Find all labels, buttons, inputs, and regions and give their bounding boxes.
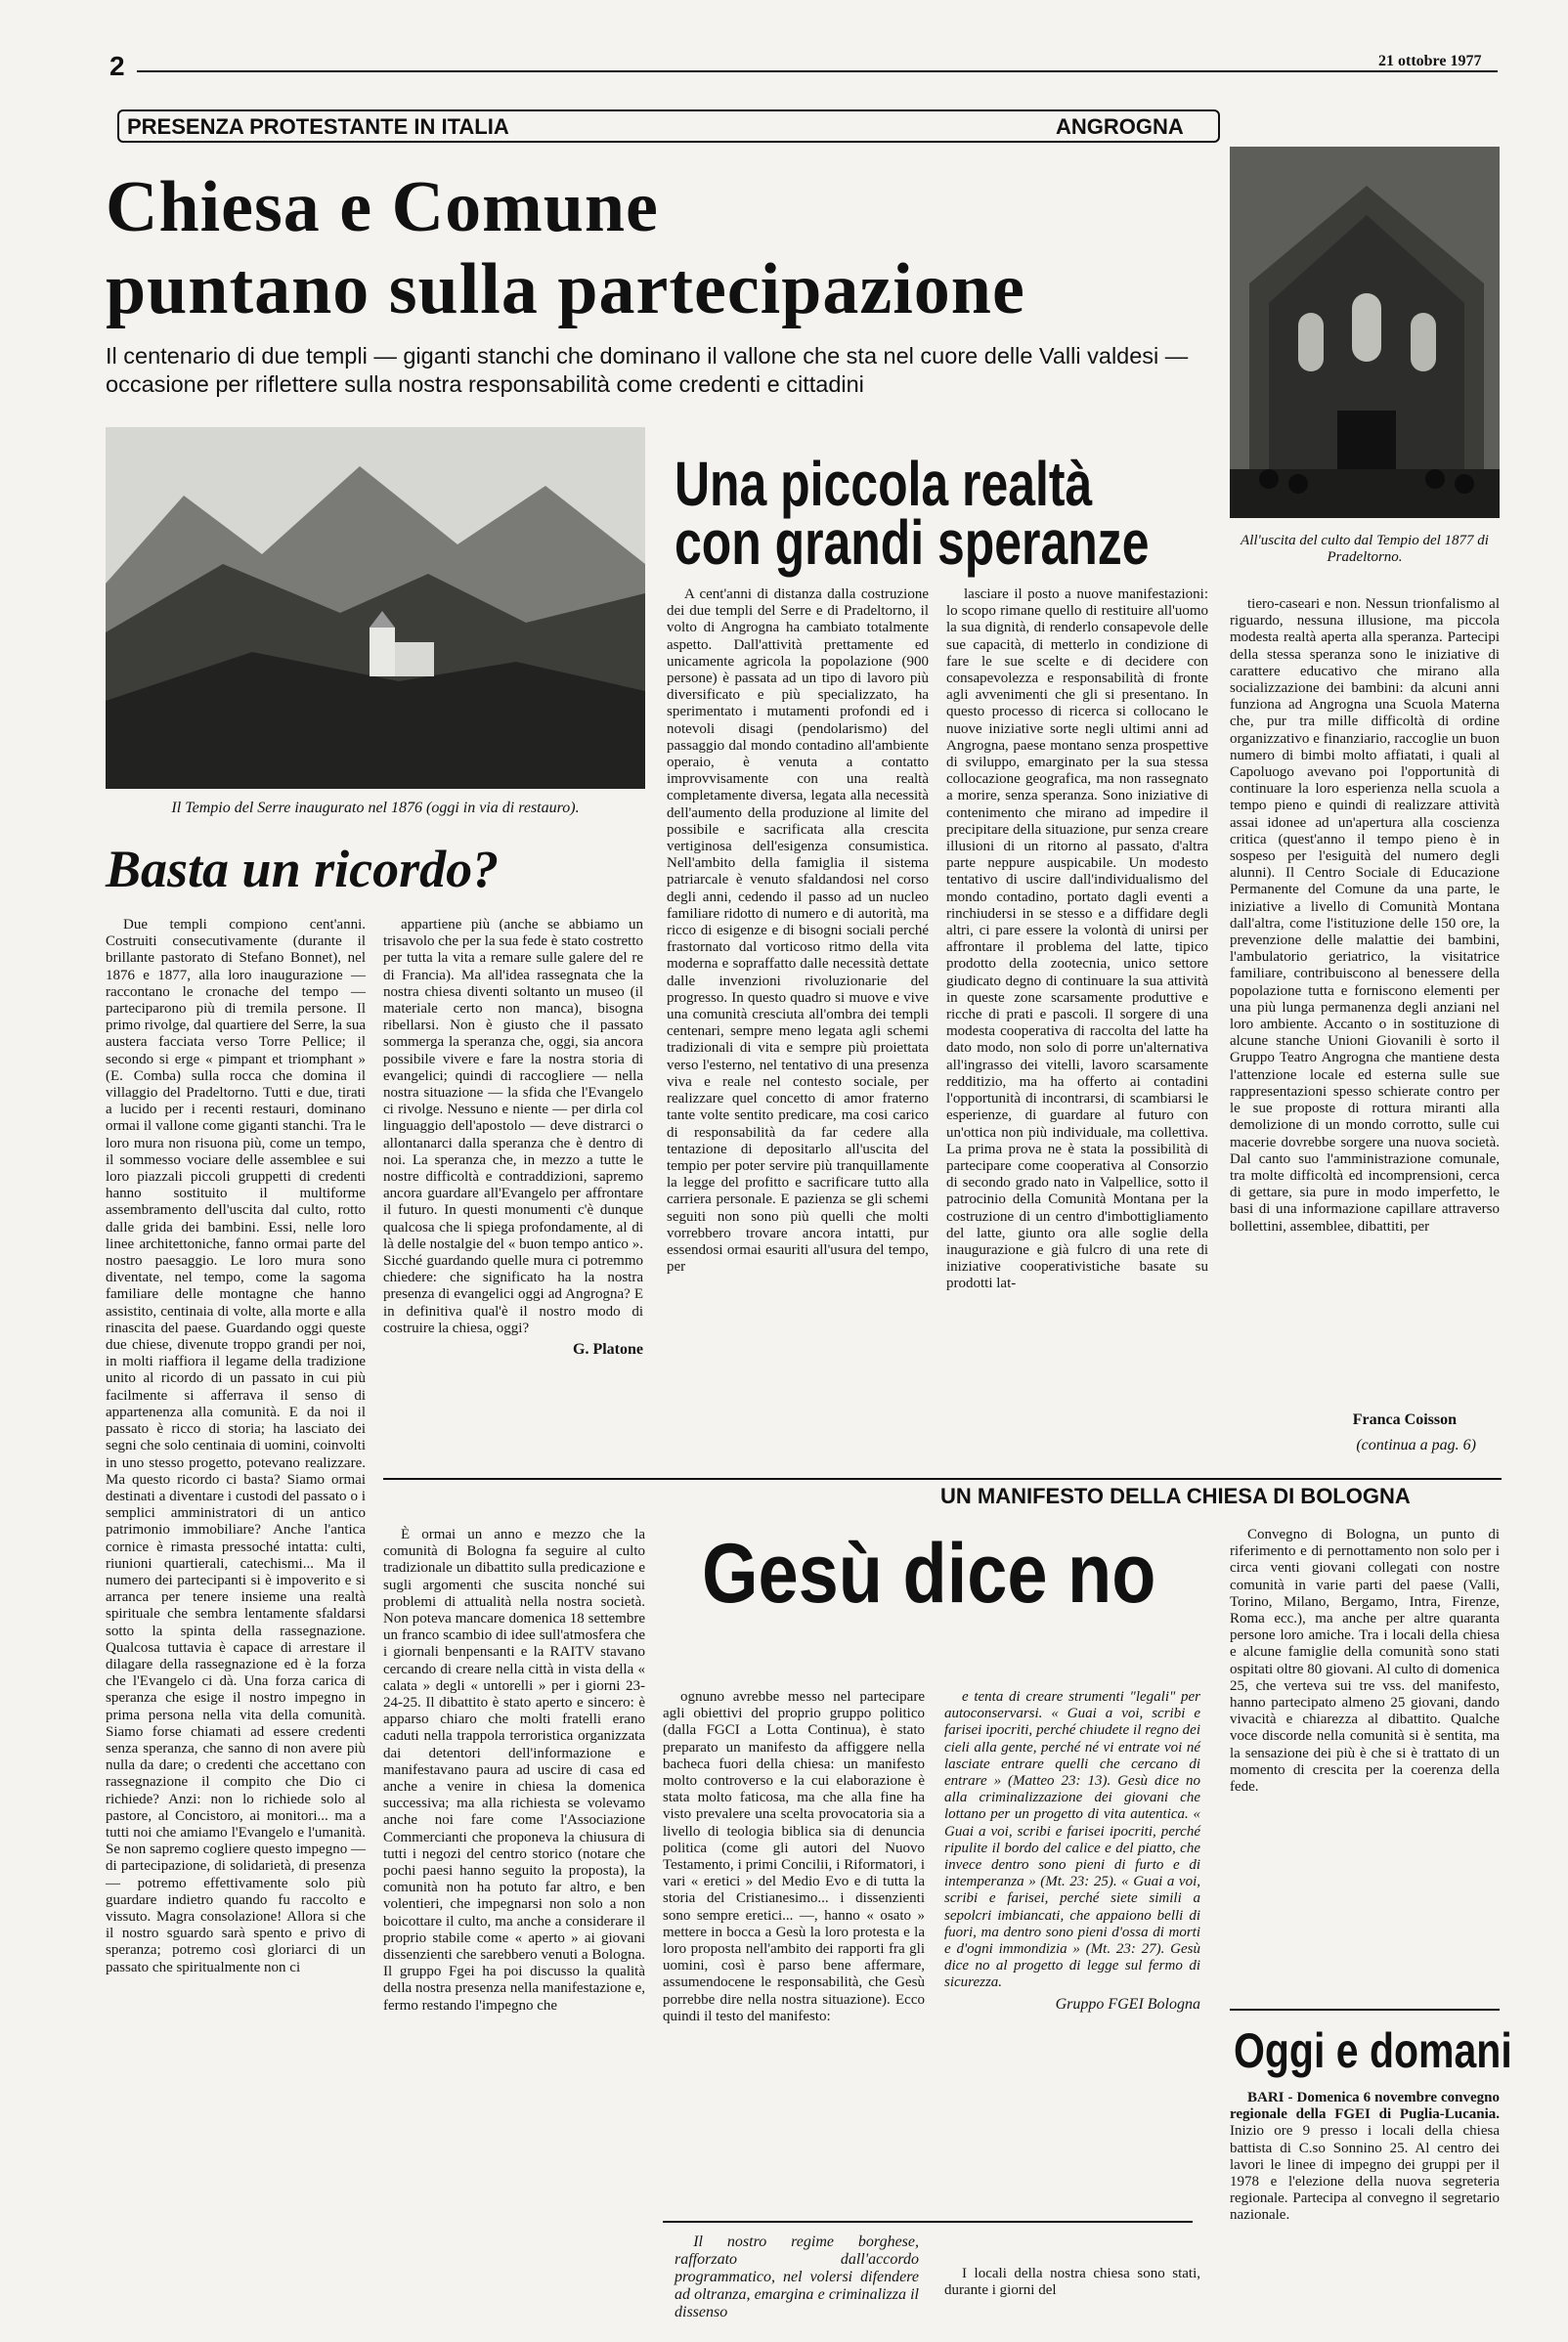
gesu-kicker: UN MANIFESTO DELLA CHIESA DI BOLOGNA	[940, 1484, 1411, 1508]
church-facade-image	[1230, 147, 1500, 518]
photo-tempio-serre	[106, 427, 645, 789]
main-title-line2: puntano sulla partecipazione	[106, 249, 1025, 329]
oggi-body: Inizio ore 9 presso i locali della chiesa battista di C.so Sonnino 25. Al centro dei lavori le linee di impegno dei gruppi per il 1978 e l'elezione della nuova segreteria regionale. Partecipa al convegno il segretario nazionale.	[1230, 2123, 1500, 2224]
gesu-column-1	[383, 1527, 645, 2289]
section-location: ANGROGNA	[1056, 114, 1184, 139]
oggi-place: BARI	[1247, 2090, 1285, 2105]
main-subtitle: Il centenario di due templi — giganti stanchi che dominano il vallone che sta nel cuore delle Valli valdesi — occasione per riflettere sulla nostra responsabilità come credenti e cittadini	[106, 343, 1189, 397]
gesu-col3-text: e tenta di creare strumenti "legali" per autoconservarsi. « Guai a voi, scribi e farisei ipocriti, perché chiudete il regno dei cieli alla gente, perché né vi entrate voi né lasciate entrare quelli che cercano di entrare » (Matteo 23: 13). Gesù dice no alla criminalizzazione dei giovani che lottano per un progetto di vita autentica. « Guai a voi, scribi e farisei ipocriti, perché ripulite il bordo del calice e del piatto, che invece dentro sono pieni di furto e di intemperanza » (Mt. 23: 25). « Guai a voi, scribi e farisei, perché siete simili a sepolcri imbiancati, che appaiono belli di fuori, ma dentro sono pieni d'ossa di morti e d'ogni immondizia » (Mt. 23: 27). Gesù dice no al progetto di legge sul fermo di sicurezza.	[944, 1689, 1200, 1991]
gesu-column-3	[944, 1689, 1200, 2256]
photo-left-caption: Il Tempio del Serre inaugurato nel 1876 (oggi in via di restauro).	[171, 800, 580, 816]
realta-signature: Franca Coisson	[1352, 1411, 1457, 1428]
header-rule	[137, 70, 1498, 72]
manifesto-quote	[675, 2234, 919, 2320]
realta-col1-text: A cent'anni di distanza dalla costruzione dei due templi del Serre e di Pradeltorno, il volto di Angrogna ha cambiato totalmente aspetto. Dall'attività prettamente ed unicamente agricola la popolazione (900 persone) è passata ad un tipo di lavoro più diversificato e più specializzato, ha sperimentato i mutamenti profondi ed i notevoli disagi (pendolarismo) del passaggio dal mondo contadino all'ambiente operaio, è venuta a contatto improvvisamente con una realtà completamente diversa, legata alla necessità dell'aumento della produzione al limite del possibile e sacrificata alla crescita vertiginosa dell'esigenza consumistica. Nell'ambito della famiglia il sistema patriarcale è venuto sfaldandosi nel corso degli anni, cedendo il passo ad un nucleo familiare ridotto di numero e di autorità, ma ricco di esigenze e di bisogni sociali perché frastornato dal vorticoso ritmo della vita moderna e sopraffatto dalle necessità dettate dalle invenzioni rivoluzionarie del progresso. In questo quadro si muove e vive una comunità cresciuta all'ombra dei templi centenari, sempre meno legata agli schemi tradizionali di vita e sempre più proiettata verso l'esterno, nel tentativo di una presenza viva e reale nel contesto sociale, per realizzare quel concetto di amor fraterno tante volte sentito predicare, ma cosi carico di responsabilità da far cedere alla tentazione di depositarlo all'uscita del tempio per poter servire più tranquillamente la legge del profitto e sacrificare tutto alla carriera personale. E pazienza se gli schemi seguiti non sono più quelli che molti vorrebbero trovare ancora intatti, pur essendosi ormai esauriti all'usura del tempo, per	[667, 586, 929, 1276]
realta-title-line1: Una piccola realtà	[675, 449, 1093, 519]
section-title: PRESENZA PROTESTANTE IN ITALIA	[127, 114, 509, 139]
basta-signature: G. Platone	[573, 1341, 643, 1359]
gesu-col4-text: Convegno di Bologna, un punto di riferimento e di pernottamento non solo per i circa venti giovani collegati con nostre comunità in varie parti del paese (Valli, Torino, Milano, Bergamo, Intra, Firenze, Roma ecc.), ma anche per altre quaranta persone loro amiche. Tra i locali della chiesa e alcune famiglie della comunità sono stati ospitati oltre 80 giovani. Al culto di domenica 25, che verteva sui tre vss. del manifesto, hanno partecipato almeno 25 giovani, dando vivacità e chiarezza al dibattito. Qualche voce discorde nella comunità si è sentita, ma la sensazione dei più è che si è trattato di un momento di crescita per la coerenza della fede.	[1230, 1527, 1500, 1796]
basta-column-1	[106, 917, 366, 2289]
manifesto-text: Il nostro regime borghese, rafforzato dall'accordo programmatico, nel volersi difendere ad oltranza, emargina e criminalizza il dissenso	[675, 2234, 919, 2320]
section-rule-bologna	[383, 1478, 1502, 1480]
oggi-paragraph	[1230, 2090, 1500, 2225]
basta-title: Basta un ricordo?	[106, 840, 500, 898]
gesu-col1-text: È ormai un anno e mezzo che la comunità di Bologna fa seguire al culto tradizionale un dibattito sulla predicazione e sugli argomenti che suscita nonché sui problemi di attualità nella nostra società. Non poteva mancare domenica 18 settembre un franco scambio di idee sull'atmosfera che i giornali benpensanti e la RAITV stavano cercando di creare nella città in vista della « calata » degli « untorelli » per i giorni 23-24-25. Il dibattito è stato aperto e sincero: è apparso chiaro che molti fratelli erano caduti nella trappola terroristica organizzata dai detentori dell'informazione e manifestavano paura ad uscire di casa ed anche a venire in chiesa la domenica successiva; ma alla richiesta se volevamo anche noi fare come l'Associazione Commercianti che proponeva la chiusura di tutti i negozi del centro storico (notare che pochi paesi hanno seguito la proposta), la comunità non ha potuto far altro, e ben volentieri, che impegnarsi non solo a non boicottare il culto, ma anche a considerare il proprio stabile come « aperto » ai giovani dissenzienti che sarebbero venuti a Bologna. Il gruppo Fgei ha poi discusso la qualità della nostra presenza nella manifestazione e, fermo restando l'impegno che	[383, 1527, 645, 2014]
realta-col3-text: tiero-caseari e non. Nessun trionfalismo al riguardo, nessuna illusione, ma piccola modesta realtà aperta alla speranza. Partecipi della stessa speranza sono le iniziative di carattere educativo che mirano alla socializzazione dei bambini: da alcuni anni funziona ad Angrogna una Scuola Materna che, pur tra mille difficoltà di ordine organizzativo e finanziario, raccoglie un buon numero di bimbi molto affiatati, i quali al Capoluogo avevano poi l'opportunità di continuare la loro esperienza nella scuola a tempo pieno e quindi di realizzare attività assai idonee ad un'apertura alla coscienza critica (quest'anno il tempo pieno è in sospeso per l'esiguità del numero degli alunni). Il Centro Sociale di Educazione Permanente del Comune da una parte, le iniziative a livello di Comunità Montana dall'altra, come l'istituzione delle 150 ore, la prevenzione delle malattie dei bambini, l'ambulatorio geriatrico, la visitatrice familiare, contribuiscono al benessere della popolazione tutta e forniscono elementi per una più lunga permanenza degli anziani nel loro ambiente. Accanto o in sostituzione di alcune stanche Unioni Giovanili è sorto il Gruppo Teatro Angrogna che mantiene desta l'attenzione locale ed esterna sulle sue rappresentazioni spesso schierate contro per le sue proposte di rottura miranti alla demolizione di un mondo corrotto, sulle cui macerie dovrebbe sorgere una nuova società. Dal canto suo l'amministrazione comunale, tra molte difficoltà ed incomprensioni, cerca di gettare, sia pure in modo imperfetto, le basi di una informazione capillare attraverso bollettini, assemblee, dibattiti, per	[1230, 596, 1500, 1235]
main-title-line1: Chiesa e Comune	[106, 167, 659, 247]
gesu-col2-text: ognuno avrebbe messo nel partecipare agli obiettivi del proprio gruppo politico (dalla FGCI a Lotta Continua), è stato preparato un manifesto da affiggere nella bacheca fuori della chiesa: un manifesto molto controverso e la cui elaborazione è stata molto faticosa, ma che alla fine ha visto prevalere una scelta provocatoria sia a livello di teologia biblica sia di denuncia politica (come gli autori del Nuovo Testamento, i primi Concilii, i Riformatori, i vari « eretici » del Medio Evo e di tutta la storia del Cristianesimo... i dissenzienti sono sempre eretici... —, hanno « osato » mettere in bocca a Gesù la loro protesta e la loro proposta nell'ambito dei rapporti fra gli uomini, così è parso bene affermare, assumendocene le responsabilità, che Gesù porrebbe dire nella nostra situazione). Ecco quindi il testo del manifesto:	[663, 1689, 925, 2024]
realta-column-3	[1230, 596, 1500, 1404]
realta-title-line2: con grandi speranze	[675, 507, 1150, 578]
mountain-landscape-image	[106, 427, 645, 789]
oggi-bold: - Domenica 6 novembre convegno regionale della FGEI di Puglia-Lucania.	[1230, 2090, 1500, 2123]
basta-col1-text: Due templi compiono cent'anni. Costruiti consecutivamente (durante il brillante pastorato di Stefano Bonnet), nel 1876 e 1877, alla loro inaugurazione — raccontano le cronache del tempo — parteciparono più di tremila persone. Il primo rivolge, dal quartiere del Serre, la sua austera facciata verso Torre Pellice; il secondo si erge « pimpant et triomphant » (E. Comba) sulla rocca che domina il villaggio del Pradeltorno. Tutti e due, tirati a lucido per i recenti restauri, dominano ormai il vallone come giganti stanchi. Tra le loro mura non risuona più, come un tempo, il sommesso vociare delle assemblee e sui loro piazzali piccoli gruppetti di credenti hanno sostituito il multiforme assembramento dell'uscita dal culto, rotto dalle grida dei bambini. Essi, nelle loro linee architettoniche, fanno ormai parte del nostro paesaggio. Le loro mura sono diventate, nel tempo, come la sagoma familiare delle montagne che hanno assistito, centinaia di volte, alla morte e alla rinascita del paese. Guardando oggi queste due chiese, divenute troppo grandi per noi, in molti riaffiora il legame della tradizione unito al ricordo di un passato in cui più facilmente si afferrava il senso di appartenenza alla comunità. E da noi il passato è ricco di storia; ha lasciato dei segni che solo centinaia di uomini, coinvolti in uno stesso progetto, potevano realizzare. Ma questo ricordo ci basta? Siamo ormai destinati a diventare i custodi del passato o i semplici amministratori di un antico patrimonio immobiliare? Anche l'antica cornice è rimasta pressoché intatta: culti, riunioni quartierali, catechismi... Ma il numero dei partecipanti si è impoverito e si arranca per tenere insieme una realtà spirituale che sembra lentamente sfaldarsi sotto la spinta della rassegnazione. Qualcosa tuttavia è capace di arrestare il dilagare della rassegnazione ed è la forza che l'Evangelo ci dà. Una forza carica di speranza che esige il nostro impegno in prima persona nella vita della comunità. Siamo forse chiamati ad essere credenti senza speranza, che sanno di non avere più nulla da dare; o credenti che accettano con rassegnazione il compito che Dio ci richiede? Anzi: non lo richiede solo al pastore, al Concistoro, ai monitori... ma a tutti noi che amiamo l'Evangelo e l'umanità. Se non sapremo cogliere questo impegno — di partecipazione, di solidarietà, di presenza — potremo effettivamente solo più guardare indietro quando fu raccolto e vissuto. Magra consolazione! Allora si che il nostro sguardo sarà spento e privo di speranza; potremo così gloriarci di un passato che spiritualmente non ci	[106, 917, 366, 1975]
basta-column-2	[383, 917, 643, 1439]
oggi-text	[1230, 2090, 1500, 2293]
realta-col2-text: lasciare il posto a nuove manifestazioni: lo scopo rimane quello di restituire all'uomo la sua dignità, di renderlo consapevole delle sue capacità, di metterlo in condizione di fare le sue scelte e di decidere con consapevolezza e responsabilità di fronte agli avvenimenti che gli si presentano. In questo processo di ricerca si collocano le nuove iniziative sorte negli ultimi anni ad Angrogna, paese montano senza prospettive di sviluppo, emarginato per la sua stessa collocazione geografica, ma non rassegnato a morire, senza speranza. Sono iniziative di contenimento che mirano ad impedire il precipitare della situazione, pur senza creare illusioni di un ritorno al passato, d'altra parte neppure auspicabile. Un modesto tentativo di uscire dall'individualismo del mondo contadino, portato dagli eventi a rinchiudersi in se stesso e a diffidare degli altri, ci pare essere la volontà di unirsi per affrontare il problema del latte, tipico prodotto della zootecnia, unico settore giudicato degno di continuare la sua attività in queste zone scarsamente produttive e ricche di prati e pascoli. Il sorgere di una modesta cooperativa di raccolta del latte ha dato modo, non solo di porre un'alternativa all'ingrasso dei vitelli, lavoro scarsamente redditizio, ma ha offerto ai contadini l'opportunità di incontrarsi, di scambiarsi le esperienze, di guardare al futuro con un'ottica non più individuale, ma collettiva. La prima prova ne è stata la possibilità di partecipare come cooperativa al Consorzio di secondo grado nato in Valpellice, sotto il patrocinio della Comunità Montana per la costruzione di un centro d'imbottigliamento del latte, giunto ora alle soglie della inaugurazione e già fulcro di una rete di iniziative cooperativistiche basate su prodotti lat-	[946, 586, 1208, 1292]
realta-continued: (continua a pag. 6)	[1356, 1437, 1476, 1453]
page-date: 21 ottobre 1977	[1378, 53, 1482, 69]
page-number: 2	[109, 51, 125, 81]
oggi-title: Oggi e domani	[1234, 2023, 1512, 2078]
oggi-rule	[1230, 2009, 1500, 2011]
basta-col2-text: appartiene più (anche se abbiamo un trisavolo che per la sua fede è stato costretto per tutta la vita a remare sulle galere del re di Francia). Ma all'idea rassegnata che la nostra chiesa diventi soltanto un museo (il materiale certo non manca), bisogna ribellarsi. Non è giusto che il passato sommerga la speranza che, oggi, sia ancora possibile vivere e fare la nostra storia di evangelici; quindi di raccogliere — nella nostra situazione — la sfida che l'Evangelo ci rivolge. Nessuno e niente — per dirla col linguaggio dell'apostolo — deve distrarci o allontanarci dalla speranza che è dentro di noi. La speranza che, in mezzo a tutte le nostre difficoltà e contraddizioni, sapremo ancora guardare all'Evangelo per affrontare il futuro. In questi monumenti c'è dunque qualcosa che li spiega profondamente, al di là delle nostalgie del « buon tempo antico ». Sicché guardando quelle mura ci potremmo chiedere: che significato ha la nostra presenza di evangelici oggi ad Angrogna? E in definitiva qual'è il nostro modo di costruire la chiesa, oggi?	[383, 917, 643, 1336]
gesu-col3-end-text: I locali della nostra chiesa sono stati, durante i giorni del	[944, 2266, 1200, 2299]
photo-top-right-caption: All'uscita del culto dal Tempio del 1877 di Pradeltorno.	[1241, 533, 1489, 565]
gesu-title: Gesù dice no	[702, 1527, 1156, 1621]
gesu-column-4	[1230, 1527, 1500, 2016]
gesu-column-3-end	[944, 2266, 1200, 2301]
gesu-column-2	[663, 1689, 925, 2219]
photo-church-pradeltorno	[1230, 147, 1500, 518]
manifesto-signature: Gruppo FGEI Bologna	[1055, 1995, 1200, 2013]
realta-column-2	[946, 586, 1208, 1476]
realta-column-1	[667, 586, 929, 1476]
